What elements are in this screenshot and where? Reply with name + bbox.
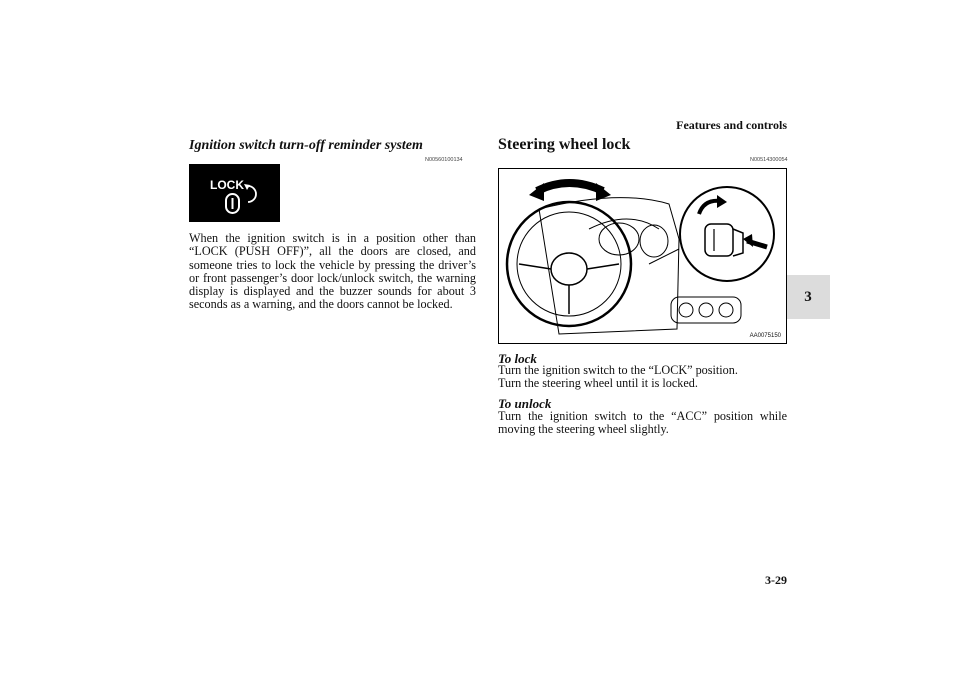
reference-code-left: N00560100134	[425, 157, 463, 163]
to-lock-heading: To lock	[498, 351, 537, 366]
figure-label: AA0075150	[749, 333, 781, 339]
lock-indicator-label: LOCK	[210, 178, 244, 192]
section-header: Features and controls	[676, 118, 787, 132]
ignition-reminder-heading: Ignition switch turn-off reminder system	[189, 138, 423, 153]
page-number: 3-29	[765, 573, 787, 587]
reference-code-right: N00514300054	[750, 157, 788, 163]
ignition-reminder-paragraph: When the ignition switch is in a position other than “LOCK (PUSH OFF)”, all the doors are closed, and someone tries to lock the vehicle by pressing the driver’s or front passenger’s door lock/unlock switch, the warning display is displayed and the buzzer sounds for about 3 seconds as a warning, and the doors cannot be locked.	[189, 231, 476, 312]
steering-lock-heading: Steering wheel lock	[498, 136, 631, 153]
lock-indicator-icon	[189, 164, 280, 222]
steering-wheel-figure	[498, 168, 787, 344]
to-lock-line-2: Turn the steering wheel until it is locked.	[498, 376, 698, 390]
chapter-tab: 3	[786, 275, 830, 319]
to-unlock-heading: To unlock	[498, 396, 552, 411]
to-unlock-paragraph: Turn the ignition switch to the “ACC” position while moving the steering wheel slightly.	[498, 409, 787, 437]
to-lock-line-1: Turn the ignition switch to the “LOCK” position.	[498, 363, 738, 377]
